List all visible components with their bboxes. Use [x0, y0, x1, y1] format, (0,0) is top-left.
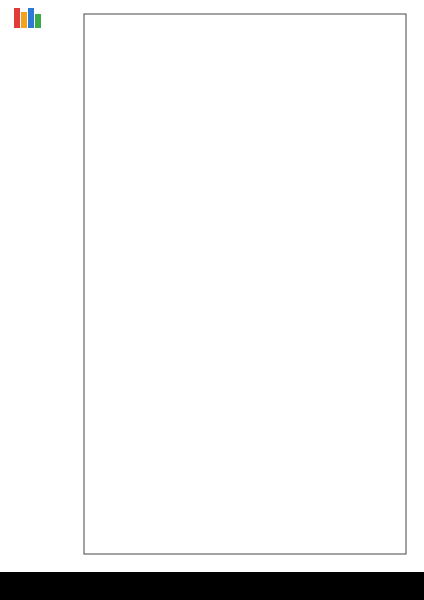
footer-caption	[0, 572, 424, 600]
table-border	[84, 14, 406, 554]
hualien-logo-icon	[8, 6, 48, 34]
hualien-logo	[8, 6, 48, 46]
